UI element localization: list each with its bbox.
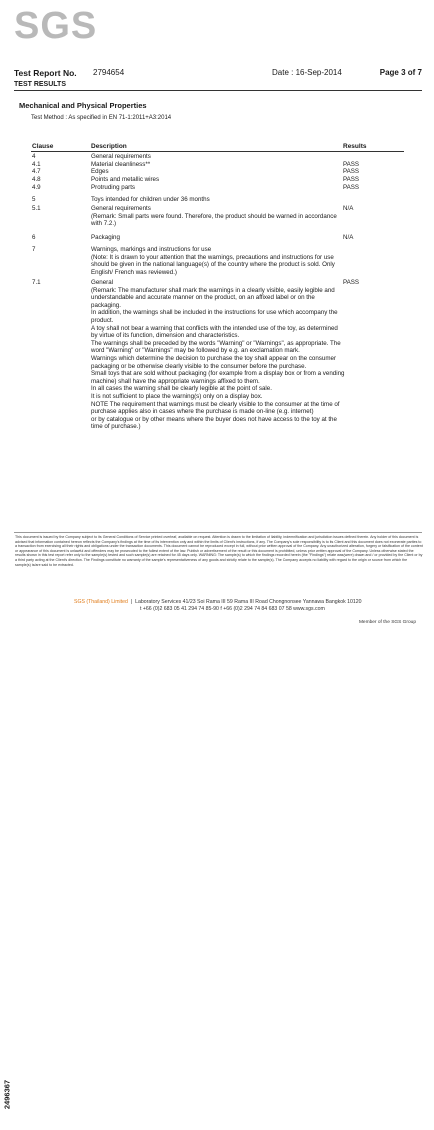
clause-result: PASS	[343, 279, 360, 286]
clause-number: 4.9	[32, 184, 41, 191]
report-number: 2794654	[93, 68, 125, 77]
clause-result: PASS	[343, 184, 360, 191]
group-membership: Member of the SGS Group	[358, 620, 416, 625]
test-method: Test Method : As specified in EN 71-1:2011+A3:2014	[31, 115, 172, 121]
company-address: Laboratory Services 41/23 Soi Rama III 59 Rama III Road Chongnonsee Yannawa Bangkok 10120	[135, 599, 362, 605]
clause-description: Toys intended for children under 36 months	[91, 196, 210, 203]
clause-result: N/A	[343, 205, 354, 212]
company-name: SGS (Thailand) Limited	[74, 599, 128, 605]
table-header-divider	[31, 151, 404, 152]
clause-number: 6	[32, 234, 36, 241]
section-title: Mechanical and Physical Properties	[19, 101, 147, 110]
report-header	[14, 68, 422, 80]
clause-number: 5	[32, 196, 36, 203]
legal-disclaimer: This document is issued by the Company subject to its General Conditions of Service printed overleaf, available on request. Attention is drawn to the limitation of liability, indemnification and jurisdiction issues defined therein. Any holder of this document is advised that information contained hereon reflects the Company's findings at the time of its intervention only and within the limits of Client's instructions, if any. The Company's sole responsibility is to its Client and this document does not exonerate parties to a transaction from exercising all their rights and obligations under the transaction documents. This document cannot be reproduced except in full, without prior written approval of the Company. Any unauthorized alteration, forgery or falsification of the content or appearance of this document is unlawful and offenders may be prosecuted to the fullest extent of the law. Publish or advertisement of the result or this document is prohibited, unless prior written approval of the Company. Unless otherwise stated the results shown in this test report refer only to the sample(s) tested and such sample(s) are retained for 45 days only. WARNING: The sample(s) to which the findings recorded herein (the "Findings") relate was(were) drawn and / or provided by the Client or by a third party acting at the Client's direction. The Findings constitute no warranty of the sample's representativeness of any goods and strictly relate to the sample(s). The Company accepts no liability with regard to the origin or source from which the sample(s) is/are said to be extracted.	[15, 535, 423, 567]
clause-result: PASS	[343, 168, 360, 175]
company-info: SGS (Thailand) Limited | Laboratory Services 41/23 Soi Rama III 59 Rama III Road Chongnonsee Yannawa Bangkok 10120 t +66 (0)2 683 05 41 294 74 85-90 f +66 (0)2 294 74 84 683 07 58 www.sgs.com	[74, 599, 362, 612]
report-label: Test Report No.	[14, 68, 77, 78]
clause-number: 4	[32, 153, 36, 160]
clause-description: Warnings, markings and instructions for use (Note: It is drawn to your attention that the warnings, precautions and instructions for use should be given in the national language(s) of the country where the product is sold. Only English/ French was reviewed.)	[91, 246, 335, 276]
clause-description: General (Remark: The manufacturer shall mark the warnings in a clearly visible, easily legible and understandable and accurate manner on the product, on an affixed label or on the packaging. In addition, the warnings shall be included in the instructions for use which accompany the product. A toy shall not bear a warning that conflicts with the intended use of the toy, as determined by virtue of its function, dimension and characteristics. The warnings shall be preceded by the words "Warning" or "Warnings", as appropriate. The word "Warning" or "Warnings" may be followed by e.g. an exclamation mark. Warnings which determine the decision to purchase the toy shall appear on the consumer packaging or be otherwise clearly visible to the consumer before the purchase. Small toys that are sold without packaging (for example from a display box or from a vending machine) shall have the appropriate warnings affixed to them. In all cases the warning shall be clearly legible at the point of sale. It is not sufficient to place the warning(s) only on a display box. NOTE The requirement that warnings must be clearly visible to the consumer at the time of purchase applies also in cases where the purchase is made on-line (e.g. internet) or by catalogue or by other means where the buyer does not have access to the toy at the time of purchase.)	[91, 279, 345, 431]
report-date: Date : 16-Sep-2014	[272, 68, 342, 77]
clause-description: Protruding parts	[91, 184, 136, 191]
clause-number: 7	[32, 246, 36, 253]
clause-result: N/A	[343, 234, 354, 241]
page-indicator: Page 3 of 7	[379, 68, 422, 77]
clause-description: Points and metallic wires	[91, 176, 160, 183]
footer-side-bar	[0, 518, 12, 1110]
document-id: 2496367	[2, 1079, 12, 1110]
clause-description: Packaging	[91, 234, 120, 241]
company-contact: t +66 (0)2 683 05 41 294 74 85-90 f +66 (0)2 294 74 84 683 07 58 www.sgs.com	[140, 606, 325, 612]
clause-description: General requirements (Remark: Small parts were found. Therefore, the product should be warned in accordance with 7.2.)	[91, 205, 337, 228]
clause-number: 7.1	[32, 279, 41, 286]
clause-number: 4.1	[32, 161, 41, 168]
test-results-heading: TEST RESULTS	[14, 81, 66, 88]
sgs-logo: SGS	[14, 5, 98, 47]
clause-result: PASS	[343, 161, 360, 168]
col-header-clause: Clause	[32, 143, 54, 150]
clause-description: General requirements	[91, 153, 151, 160]
footer-divider	[14, 532, 422, 533]
clause-number: 5.1	[32, 205, 41, 212]
col-header-description: Description	[91, 143, 127, 150]
clause-number: 4.7	[32, 168, 41, 175]
clause-result: PASS	[343, 176, 360, 183]
clause-description: Edges	[91, 168, 109, 175]
col-header-results: Results	[343, 143, 367, 150]
clause-description: Material cleanliness**	[91, 161, 151, 168]
header-divider	[14, 90, 422, 91]
clause-number: 4.8	[32, 176, 41, 183]
